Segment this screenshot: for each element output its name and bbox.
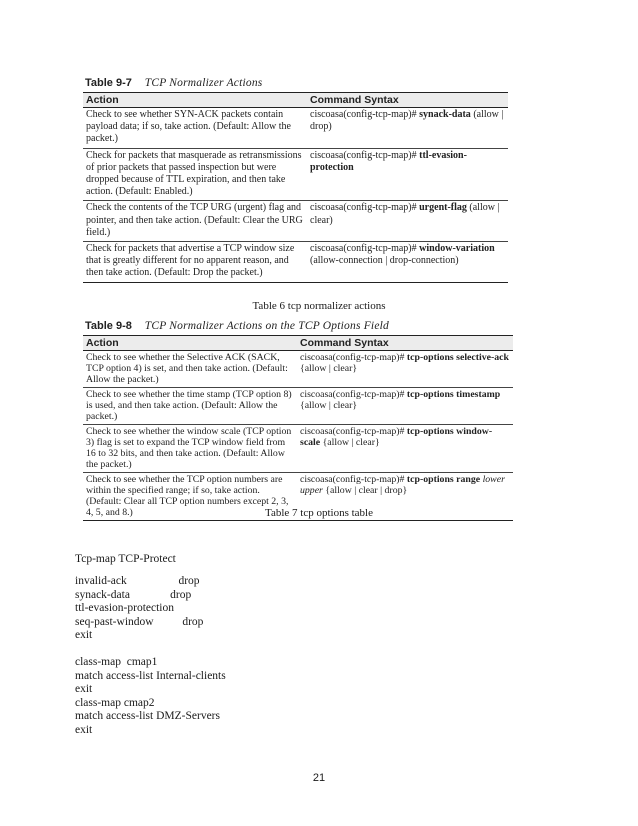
figure-heading: TCP Normalizer Actions (144, 77, 263, 89)
action-cell: Check for packets that masquerade as retransmissions of prior packets that passed inspection but were dropped because of TTL expiration, and then take action. (Default: Enabled.) (83, 148, 307, 201)
caption-table-6: Table 6 tcp normalizer actions (252, 300, 386, 312)
table-row (83, 425, 513, 473)
command-options: (allow | drop) (310, 109, 504, 133)
table-row (83, 201, 508, 242)
table-row (83, 242, 508, 283)
command-options: {allow | clear} (322, 437, 380, 448)
command-syntax-cell (297, 351, 513, 388)
command-options: (allow | clear) (310, 202, 500, 226)
column-header-action: Action (83, 93, 307, 108)
command-syntax-cell (307, 201, 508, 242)
figure-title (85, 76, 508, 90)
figure-number: Table 9-7 (85, 77, 132, 89)
action-cell: Check to see whether the Selective ACK (SACK, TCP option 4) is set, and then take action. (Default: Allow the packet.) (83, 351, 297, 388)
table-row (83, 108, 508, 149)
command-argument: lower upper (300, 474, 505, 496)
command-syntax-cell (307, 148, 508, 201)
class-map-config-block: class-map cmap1 match access-list Internal-clients exit class-map cmap2 match access-list DMZ-Servers exit (75, 656, 226, 736)
command-keyword: tcp-options range (406, 474, 483, 485)
action-cell: Check for packets that advertise a TCP window size that is greatly different for no apparent reason, and then take action. (Default: Drop the packet.) (83, 242, 307, 283)
command-prompt: ciscoasa(config-tcp-map)# (300, 474, 407, 485)
tcp-map-config-block: invalid-ack drop synack-data drop ttl-evasion-protection seq-past-window drop exit (75, 575, 204, 642)
table-header-row (83, 93, 508, 108)
tcp-map-line: Tcp-map TCP-Protect (75, 553, 176, 565)
command-prompt: ciscoasa(config-tcp-map)# (310, 109, 420, 120)
column-header-command-syntax: Command Syntax (307, 93, 508, 108)
command-keyword: tcp-options selective-ack (406, 352, 509, 363)
figure-table-9-7 (83, 76, 508, 283)
command-options: (allow-connection | drop-connection) (310, 255, 459, 267)
command-prompt: ciscoasa(config-tcp-map)# (310, 202, 420, 214)
column-header-command-syntax: Command Syntax (297, 336, 513, 351)
figure-heading: TCP Normalizer Actions on the TCP Options Field (144, 320, 389, 332)
tcp-options-table (83, 335, 513, 521)
command-keyword: ttl-evasion-protection (310, 149, 467, 173)
command-prompt: ciscoasa(config-tcp-map)# (300, 426, 407, 437)
command-keyword: urgent-flag (419, 202, 470, 214)
command-prompt: ciscoasa(config-tcp-map)# (300, 389, 407, 400)
action-cell: Check to see whether the TCP option numbers are within the specified range; if so, take action. (Default: Clear all TCP option numbers except 2, 3, 4, 5, and 8.) (83, 473, 297, 521)
command-prompt: ciscoasa(config-tcp-map)# (310, 243, 420, 255)
table-row (83, 148, 508, 201)
command-keyword: tcp-options timestamp (406, 389, 501, 400)
normalizer-actions-table (83, 92, 508, 283)
table-row (83, 351, 513, 388)
table-row (83, 388, 513, 425)
command-keyword: tcp-options window-scale (300, 426, 493, 448)
action-cell: Check to see whether the window scale (TCP option 3) flag is set to expand the TCP window field from 16 to 32 bits, and then take action. (Default: Allow the packet.) (83, 425, 297, 473)
command-options: {allow | clear | drop} (325, 485, 408, 496)
figure-table-9-8 (83, 319, 513, 521)
command-keyword: window-variation (419, 243, 495, 255)
table-header-row (83, 336, 513, 351)
command-prompt: ciscoasa(config-tcp-map)# (310, 149, 420, 161)
action-cell: Check the contents of the TCP URG (urgent) flag and pointer, and then take action. (Default: Clear the URG field.) (83, 201, 307, 242)
command-syntax-cell (297, 388, 513, 425)
figure-title (85, 319, 513, 333)
action-cell: Check to see whether SYN-ACK packets contain payload data; if so, take action. (Default: Allow the packet.) (83, 108, 307, 149)
command-keyword: synack-data (419, 109, 474, 120)
page-number: 21 (312, 772, 326, 784)
command-options: {allow | clear} (300, 400, 358, 411)
figure-number: Table 9-8 (85, 320, 132, 332)
action-cell: Check to see whether the time stamp (TCP option 8) is used, and then take action. (Default: Allow the packet.) (83, 388, 297, 425)
column-header-action: Action (83, 336, 297, 351)
command-prompt: ciscoasa(config-tcp-map)# (300, 352, 407, 363)
caption-table-7: Table 7 tcp options table (265, 507, 373, 519)
command-syntax-cell (297, 425, 513, 473)
command-syntax-cell (307, 108, 508, 149)
command-syntax-cell (307, 242, 508, 283)
command-options: {allow | clear} (300, 363, 358, 374)
